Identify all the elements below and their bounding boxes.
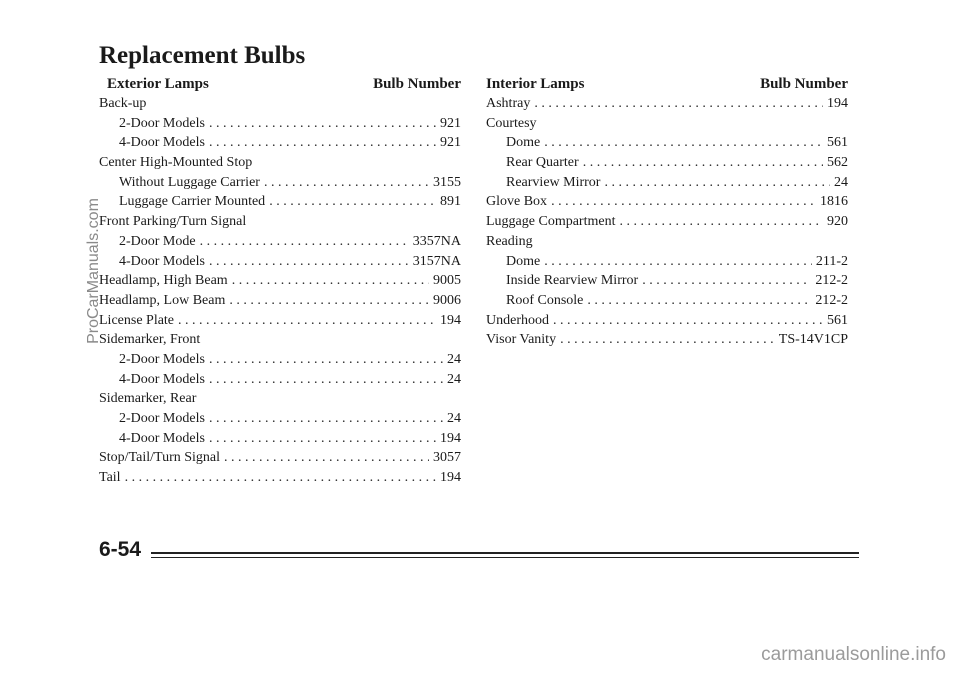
leader-dots <box>604 173 830 193</box>
lamp-label: 2-Door Models <box>119 115 205 131</box>
leader-dots <box>209 350 443 370</box>
bulb-number: 9006 <box>433 292 461 308</box>
bulb-number: 9005 <box>433 273 461 289</box>
lamp-row <box>486 94 848 114</box>
lamp-row <box>99 311 461 331</box>
lamp-label: Rearview Mirror <box>506 174 601 190</box>
bulb-number: 561 <box>827 312 848 328</box>
bulb-number: 194 <box>440 312 461 328</box>
lamp-label: 4-Door Models <box>119 253 205 269</box>
leader-dots <box>224 448 429 468</box>
lamp-row <box>99 271 461 291</box>
lamp-row <box>99 212 461 232</box>
lamp-label: License Plate <box>99 312 175 328</box>
lamp-row <box>99 370 461 390</box>
lamp-label: Sidemarker, Rear <box>99 391 197 407</box>
bulb-number: 24 <box>834 174 848 190</box>
bulb-number: 24 <box>447 411 461 426</box>
lamp-label: Reading <box>486 233 533 249</box>
bulb-number: 3155 <box>433 174 461 190</box>
lamp-row <box>99 429 461 449</box>
lamp-row <box>99 192 461 212</box>
leader-dots <box>553 311 823 331</box>
leader-dots <box>642 271 811 291</box>
bulb-number: TS-14V1CP <box>778 332 848 348</box>
bulb-number: 561 <box>827 135 848 151</box>
lamp-label: Rear Quarter <box>506 155 579 171</box>
footer-rule-thin <box>151 557 859 558</box>
lamp-label: Headlamp, Low Beam <box>99 292 226 308</box>
leader-dots <box>209 409 443 429</box>
bulb-number: 921 <box>440 115 461 131</box>
bulb-number: 3057 <box>433 450 461 466</box>
bulb-number: 920 <box>827 214 848 230</box>
lamp-label: Headlamp, High Beam <box>99 273 228 289</box>
exterior-header-bulb: Bulb Number <box>373 76 461 92</box>
interior-lamps-table <box>486 74 848 350</box>
leader-dots <box>232 271 429 291</box>
lamp-label: Luggage Compartment <box>486 214 616 230</box>
bulb-number: 211-2 <box>815 253 848 269</box>
lamp-row <box>99 153 461 173</box>
lamp-row <box>486 232 848 252</box>
lamp-row <box>486 330 848 350</box>
lamp-label: Front Parking/Turn Signal <box>99 214 247 230</box>
lamp-label: Without Luggage Carrier <box>119 174 260 190</box>
lamp-label: Ashtray <box>486 96 531 111</box>
bulb-number: 562 <box>827 155 848 171</box>
lamp-label: Roof Console <box>506 292 584 308</box>
lamp-row <box>99 173 461 193</box>
lamp-label: 2-Door Mode <box>119 233 196 249</box>
side-watermark <box>79 192 109 362</box>
exterior-header-label: Exterior Lamps <box>107 76 209 92</box>
lamp-label: Glove Box <box>486 194 548 210</box>
lamp-row <box>99 94 461 114</box>
lamp-label: Luggage Carrier Mounted <box>119 194 266 210</box>
lamp-row <box>99 232 461 252</box>
lamp-row <box>99 389 461 409</box>
bulb-number: 1816 <box>820 194 848 210</box>
leader-dots <box>544 252 812 272</box>
lamp-row <box>486 271 848 291</box>
bulb-number: 3357NA <box>412 233 461 249</box>
lamp-label: Courtesy <box>486 115 537 131</box>
side-watermark-text: ProCarManuals.com <box>85 198 102 344</box>
lamp-row <box>99 350 461 370</box>
lamp-label: 4-Door Models <box>119 371 205 387</box>
page-number: 6-54 <box>99 538 142 561</box>
lamp-row <box>486 133 848 153</box>
lamp-label: Stop/Tail/Turn Signal <box>99 450 221 466</box>
interior-header-label: Interior Lamps <box>486 76 585 92</box>
exterior-lamps-table <box>99 74 461 488</box>
lamp-row <box>99 114 461 134</box>
lamp-label: Dome <box>506 253 541 269</box>
lamp-label: Dome <box>506 135 541 151</box>
bulb-number: 891 <box>440 194 461 210</box>
lamp-row <box>486 311 848 331</box>
lamp-row <box>99 291 461 311</box>
bulb-number: 921 <box>440 135 461 151</box>
lamp-row <box>486 291 848 311</box>
leader-dots <box>583 153 823 173</box>
leader-dots <box>209 114 436 134</box>
leader-dots <box>209 370 443 390</box>
lamp-row <box>99 409 461 429</box>
lamp-row <box>99 133 461 153</box>
leader-dots <box>534 94 823 114</box>
leader-dots <box>209 252 409 272</box>
bulb-number: 3157NA <box>412 253 461 269</box>
lamp-row <box>486 212 848 232</box>
exterior-header <box>99 74 461 94</box>
lamp-label: Back-up <box>99 96 147 111</box>
lamp-row <box>486 153 848 173</box>
lamp-row <box>486 114 848 134</box>
lamp-row <box>99 468 461 488</box>
interior-header-bulb: Bulb Number <box>760 76 848 92</box>
footer-rule <box>151 552 859 554</box>
leader-dots <box>269 192 436 212</box>
leader-dots <box>544 133 823 153</box>
lamp-label: Inside Rearview Mirror <box>506 273 639 289</box>
bulb-number: 194 <box>440 430 461 446</box>
footer-watermark: carmanualsonline.info <box>761 644 946 665</box>
lamp-label: Visor Vanity <box>486 332 557 348</box>
lamp-label: Underhood <box>486 312 549 328</box>
lamp-label: Sidemarker, Front <box>99 332 201 348</box>
leader-dots <box>229 291 429 311</box>
leader-dots <box>209 133 436 153</box>
lamp-row <box>99 330 461 350</box>
lamp-row <box>486 173 848 193</box>
leader-dots <box>619 212 823 232</box>
leader-dots <box>200 232 409 252</box>
leader-dots <box>551 192 816 212</box>
bulb-number: 194 <box>827 96 848 111</box>
leader-dots <box>178 311 436 331</box>
bulb-number: 212-2 <box>815 273 848 289</box>
lamp-label: 4-Door Models <box>119 430 205 446</box>
lamp-label: Tail <box>99 470 121 486</box>
lamp-label: 2-Door Models <box>119 411 205 426</box>
lamp-label: Center High-Mounted Stop <box>99 155 253 171</box>
bulb-number: 24 <box>447 351 461 367</box>
leader-dots <box>125 468 436 488</box>
leader-dots <box>209 429 436 449</box>
page-title: Replacement Bulbs <box>99 42 306 69</box>
leader-dots <box>587 291 811 311</box>
leader-dots <box>560 330 775 350</box>
lamp-row <box>486 252 848 272</box>
lamp-row <box>486 192 848 212</box>
bulb-number: 212-2 <box>815 292 848 308</box>
lamp-row <box>99 448 461 468</box>
lamp-label: 2-Door Models <box>119 351 205 367</box>
lamp-label: 4-Door Models <box>119 135 205 151</box>
interior-header <box>486 74 848 94</box>
bulb-number: 194 <box>440 470 461 486</box>
lamp-row <box>99 252 461 272</box>
page-footer <box>99 538 859 568</box>
bulb-number: 24 <box>447 371 461 387</box>
leader-dots <box>264 173 429 193</box>
